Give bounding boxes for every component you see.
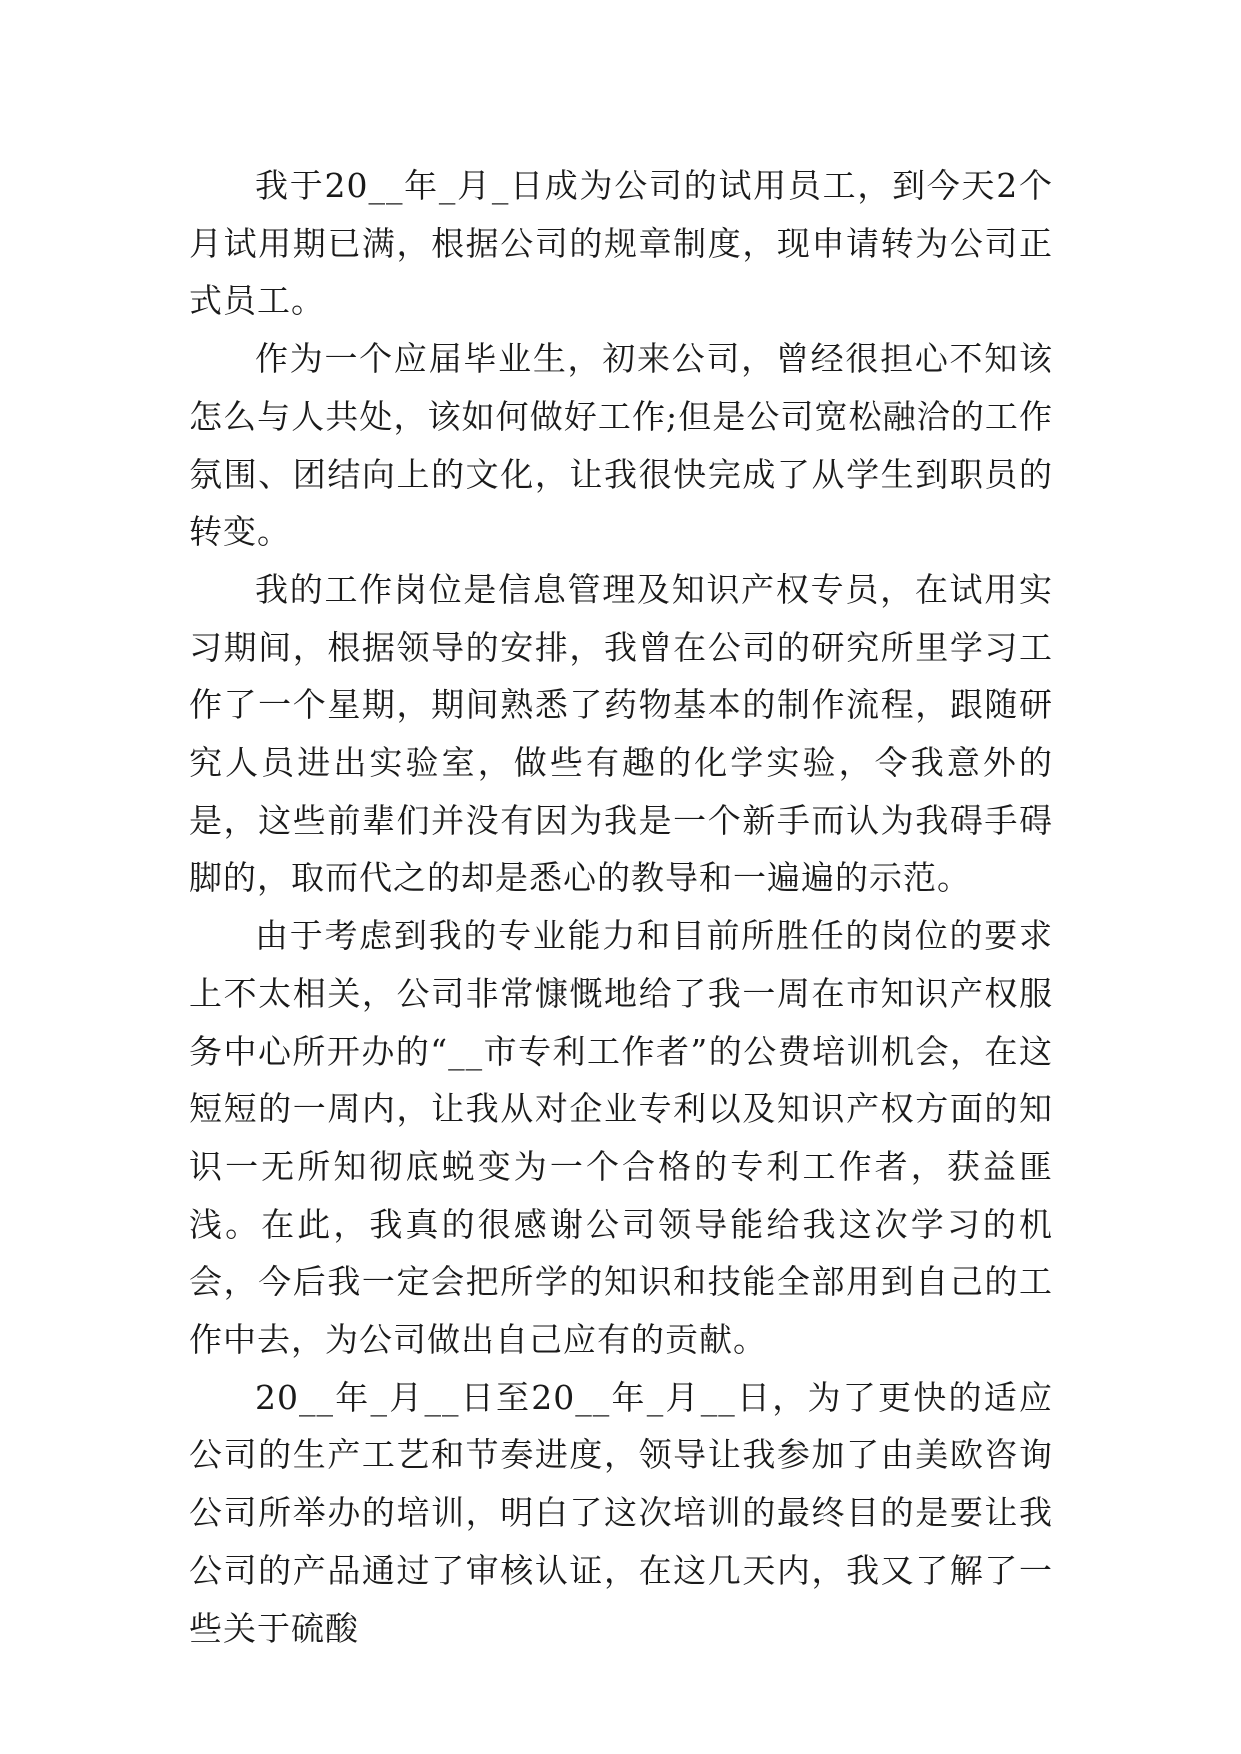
paragraph-probation-start: 我于20__年_月_日成为公司的试用员工，到今天2个月试用期已满，根据公司的规章制度，现申请转为公司正式员工。 (189, 166, 1053, 321)
paragraph-job-position: 我的工作岗位是信息管理及知识产权专员，在试用实习期间，根据领导的安排，我曾在公司的研究所里学习工作了一个星期，期间熟悉了药物基本的制作流程，跟随研究人员进出实验室，做些有趣的化学实验，令我意外的是，这些前辈们并没有因为我是一个新手而认为我碍手碍脚的，取而代之的却是悉心的教导和一遍遍的示范。 (189, 569, 1053, 898)
paragraph-adapting-to-company: 作为一个应届毕业生，初来公司，曾经很担心不知该怎么与人共处，该如何做好工作;但是公司宽松融洽的工作氛围、团结向上的文化，让我很快完成了从学生到职员的转变。 (189, 339, 1053, 552)
document-body (189, 157, 1053, 1657)
paragraph-patent-training: 由于考虑到我的专业能力和目前所胜任的岗位的要求上不太相关，公司非常慷慨地给了我一周在市知识产权服务中心所开办的“__市专利工作者”的公费培训机会，在这短短的一周内，让我从对企业专利以及知识产权方面的知识一无所知彻底蜕变为一个合格的专利工作者，获益匪浅。在此，我真的很感谢公司领导能给我这次学习的机会，今后我一定会把所学的知识和技能全部用到自己的工作中去，为公司做出自己应有的贡献。 (189, 916, 1053, 1360)
paragraph-certification-training: 20__年_月__日至20__年_月__日，为了更快的适应公司的生产工艺和节奏进度，领导让我参加了由美欧咨询公司所举办的培训，明白了这次培训的最终目的是要让我公司的产品通过了审核认证，在这几天内，我又了解了一些关于硫酸 (189, 1377, 1053, 1648)
